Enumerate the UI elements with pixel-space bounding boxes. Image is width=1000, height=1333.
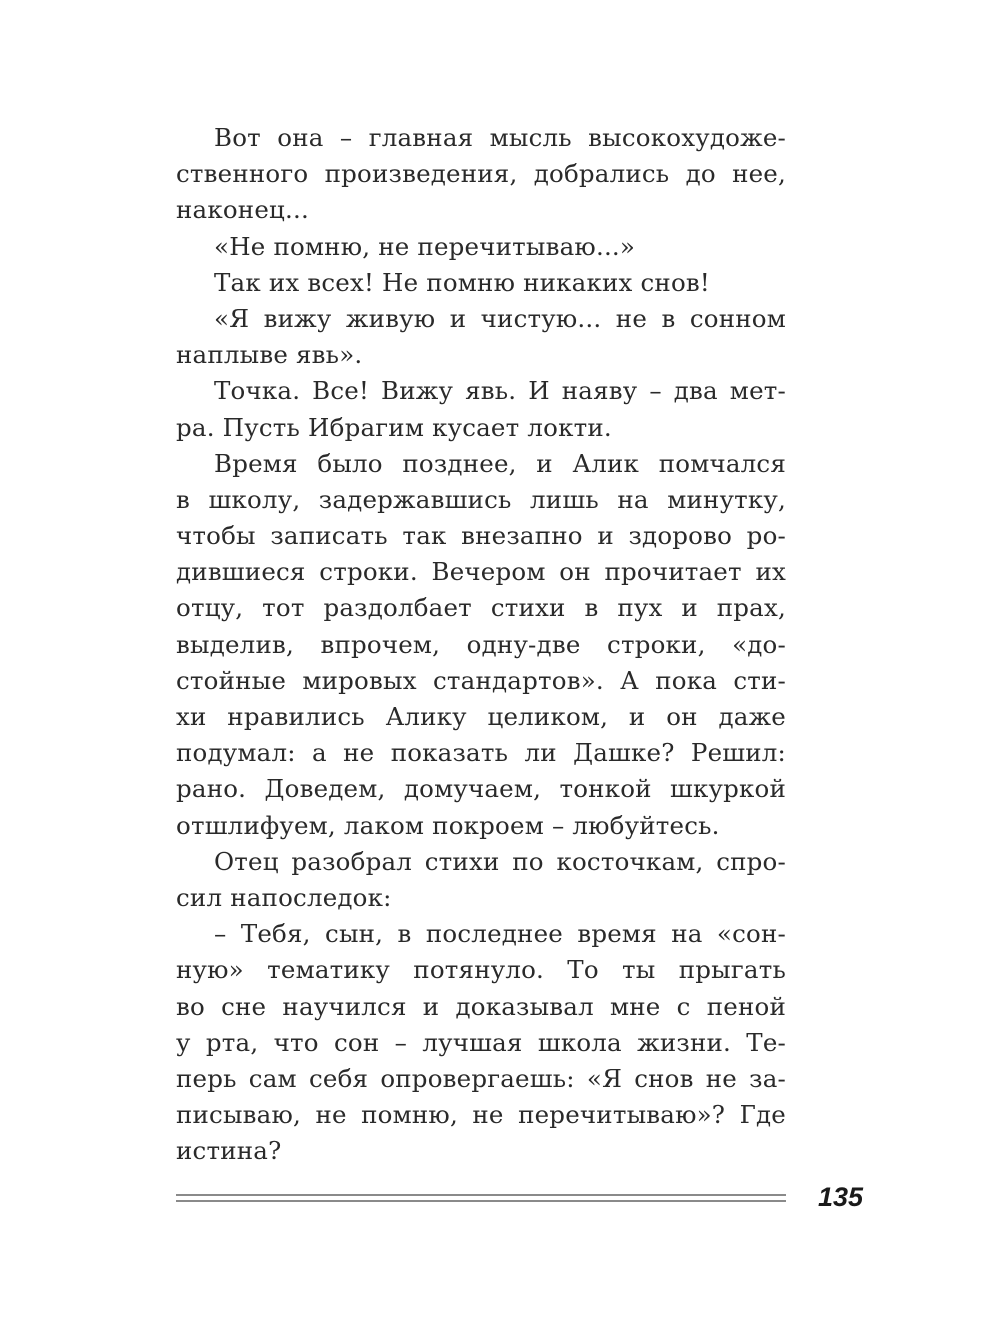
footer-rule-line <box>176 1194 786 1196</box>
text-line: чтобы записать так внезапно и здорово ро- <box>176 521 786 551</box>
text-line: выделив, впрочем, одну-две строки, «до- <box>176 629 786 659</box>
text-line: Точка. Все! Вижу явь. И наяву – два мет- <box>214 376 786 406</box>
text-line: в школу, задержавшись лишь на минутку, <box>176 484 786 514</box>
text-line: стойные мировых стандартов». А пока сти- <box>176 665 786 695</box>
text-line: во сне научился и доказывал мне с пеной <box>176 991 786 1021</box>
footer-rule <box>176 1194 786 1204</box>
text-line: сил напоследок: <box>176 882 392 912</box>
page-number: 135 <box>818 1182 864 1212</box>
text-line: ра. Пусть Ибрагим кусает локти. <box>176 412 612 442</box>
text-line: подумал: а не показать ли Дашке? Решил: <box>176 738 786 768</box>
text-line: истина? <box>176 1136 282 1166</box>
text-line: рано. Доведем, домучаем, тонкой шкуркой <box>176 774 786 804</box>
text-line: перь сам себя опровергаешь: «Я снов не за- <box>176 1063 786 1093</box>
text-line: писываю, не помню, не перечитываю»? Где <box>176 1100 786 1130</box>
text-line: у рта, что сон – лучшая школа жизни. Те- <box>176 1027 786 1057</box>
text-line: хи нравились Алику целиком, и он даже <box>176 702 786 731</box>
text-line: «Не помню, не перечитываю...» <box>214 231 636 261</box>
text-line: ственного произведения, добрались до нее, <box>176 159 786 189</box>
text-line: отцу, тот раздолбает стихи в пух и прах, <box>176 593 786 623</box>
text-line: – Тебя, сын, в последнее время на «сон- <box>214 919 786 949</box>
text-line: Так их всех! Не помню никаких снов! <box>214 267 710 297</box>
text-line: наконец... <box>176 195 309 225</box>
text-line: Отец разобрал стихи по косточкам, спро- <box>214 846 786 876</box>
text-line: дившиеся строки. Вечером он прочитает их <box>176 557 786 587</box>
body-text <box>176 120 786 1169</box>
text-line: «Я вижу живую и чистую... не в сонном <box>214 303 786 333</box>
text-line: наплыве явь». <box>176 340 363 370</box>
text-line: Время было позднее, и Алик помчался <box>214 448 786 478</box>
footer-rule-line <box>176 1200 786 1202</box>
text-line: Вот она – главная мысль высокохудоже- <box>214 123 786 152</box>
text-line: ную» тематику потянуло. То ты прыгать <box>176 955 786 985</box>
text-line: отшлифуем, лаком покроем – любуйтесь. <box>176 810 720 840</box>
